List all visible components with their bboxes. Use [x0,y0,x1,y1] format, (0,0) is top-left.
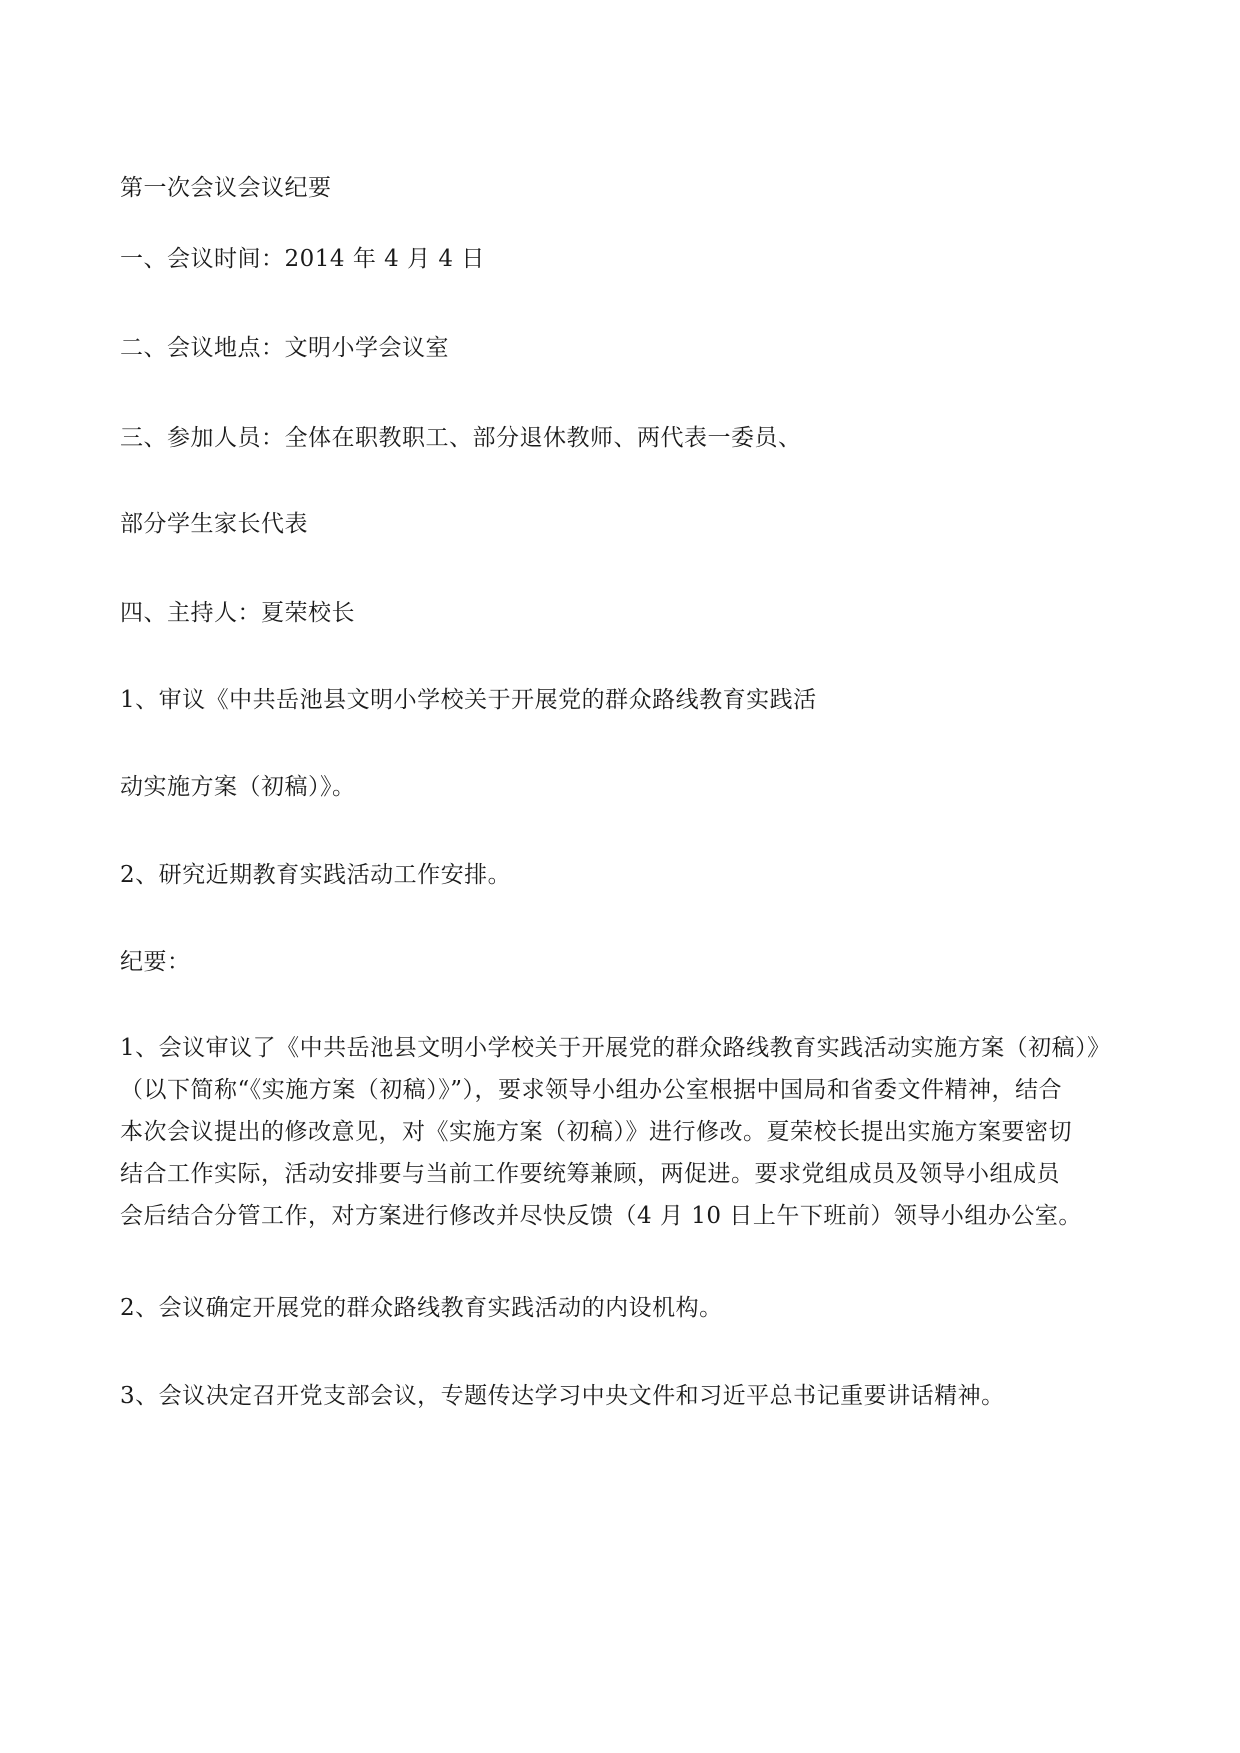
summary-item-2: 2、会议确定开展党的群众路线教育实践活动的内设机构。 [120,1295,723,1321]
summary-heading: 纪要： [120,949,191,975]
summary-item-1-line: 本次会议提出的修改意见，对《实施方案（初稿）》进行修改。夏荣校长提出实施方案要密切 [120,1119,1072,1145]
meeting-time: 一、会议时间：2014 年 4 月 4 日 [120,246,485,272]
agenda-item-2: 2、研究近期教育实践活动工作安排。 [120,862,512,888]
summary-item-1-line: 结合工作实际，活动安排要与当前工作要统筹兼顾，两促进。要求党组成员及领导小组成员 [120,1161,1060,1187]
meeting-place: 二、会议地点：文明小学会议室 [120,335,449,361]
summary-item-1-line: 1、会议审议了《中共岳池县文明小学校关于开展党的群众路线教育实践活动实施方案（初稿）》 [120,1035,1111,1061]
agenda-item-1-line-2: 动实施方案（初稿）》。 [120,774,356,800]
summary-item-1 [120,1027,1120,1237]
meeting-host: 四、主持人：夏荣校长 [120,600,355,626]
agenda-item-1-line-1: 1、审议《中共岳池县文明小学校关于开展党的群众路线教育实践活 [120,687,817,713]
summary-item-1-line: （以下简称“《实施方案（初稿）》”），要求领导小组办公室根据中国局和省委文件精神，结合 [120,1077,1063,1103]
document-title: 第一次会议会议纪要 [120,175,332,201]
attendees-line-1: 三、参加人员：全体在职教职工、部分退休教师、两代表一委员、 [120,425,802,451]
summary-item-1-line: 会后结合分管工作，对方案进行修改并尽快反馈（4 月 10 日上午下班前）领导小组办公室。 [120,1203,1082,1229]
summary-item-3: 3、会议决定召开党支部会议，专题传达学习中央文件和习近平总书记重要讲话精神。 [120,1383,1005,1409]
attendees-line-2: 部分学生家长代表 [120,511,308,537]
